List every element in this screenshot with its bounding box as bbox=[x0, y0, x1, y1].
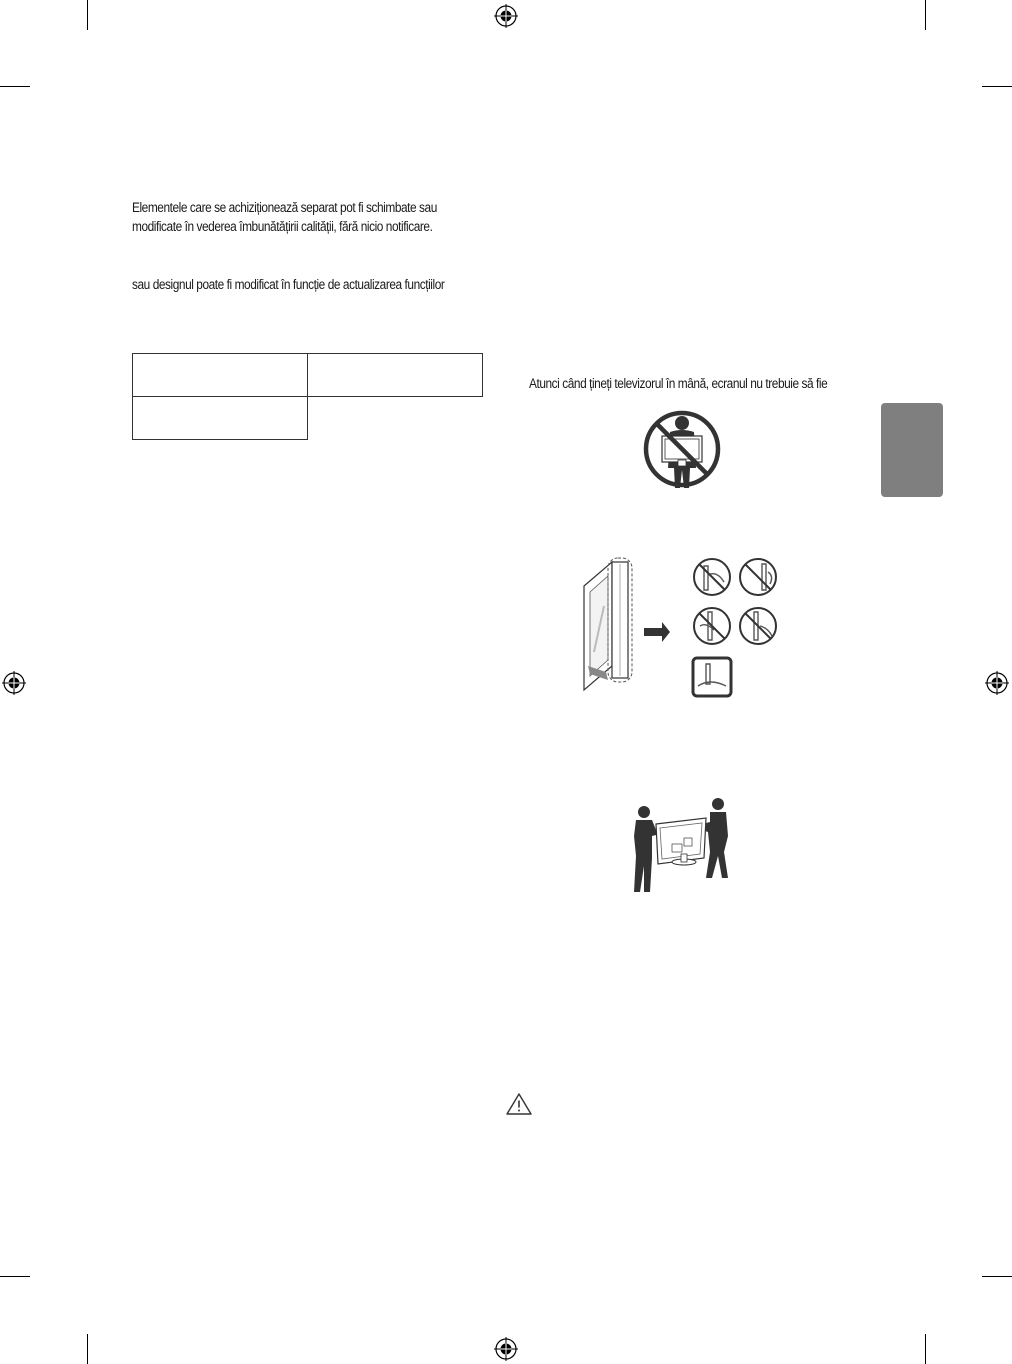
note-design-line: sau designul poate fi modificat în funcție de actualizarea funcțiilor bbox=[132, 277, 445, 292]
crop-mark bbox=[925, 0, 926, 30]
hold-tv-note: Atunci când țineți televizorul în mână, ecranul nu trebuie să fie bbox=[529, 376, 828, 391]
language-side-tab bbox=[881, 403, 943, 497]
note-separate-items-line2: modificate în vederea îmbunătățirii calității, fără nicio notificare. bbox=[132, 219, 433, 234]
crop-mark bbox=[0, 86, 30, 87]
prohibited-sign-icon bbox=[642, 408, 722, 490]
crop-mark bbox=[982, 86, 1012, 87]
table-cell bbox=[133, 397, 308, 440]
warning-triangle-icon bbox=[505, 1092, 533, 1116]
table-cell-empty bbox=[308, 397, 483, 440]
tv-frame-handling-illustration bbox=[582, 556, 782, 701]
crop-mark bbox=[925, 1334, 926, 1364]
accessories-table bbox=[132, 353, 483, 440]
table-cell bbox=[308, 354, 483, 397]
arrow-right-icon bbox=[644, 622, 670, 642]
crop-mark bbox=[87, 1334, 88, 1364]
registration-mark-icon bbox=[985, 671, 1009, 695]
crop-mark bbox=[87, 0, 88, 30]
table-cell bbox=[133, 354, 308, 397]
crop-mark bbox=[982, 1276, 1012, 1277]
two-people-carrying-illustration bbox=[632, 796, 732, 894]
crop-mark bbox=[0, 1276, 30, 1277]
registration-mark-icon bbox=[494, 1337, 518, 1361]
registration-mark-icon bbox=[494, 4, 518, 28]
registration-mark-icon bbox=[2, 671, 26, 695]
note-separate-items-line1: Elementele care se achiziționează separat pot fi schimbate sau bbox=[132, 200, 437, 215]
